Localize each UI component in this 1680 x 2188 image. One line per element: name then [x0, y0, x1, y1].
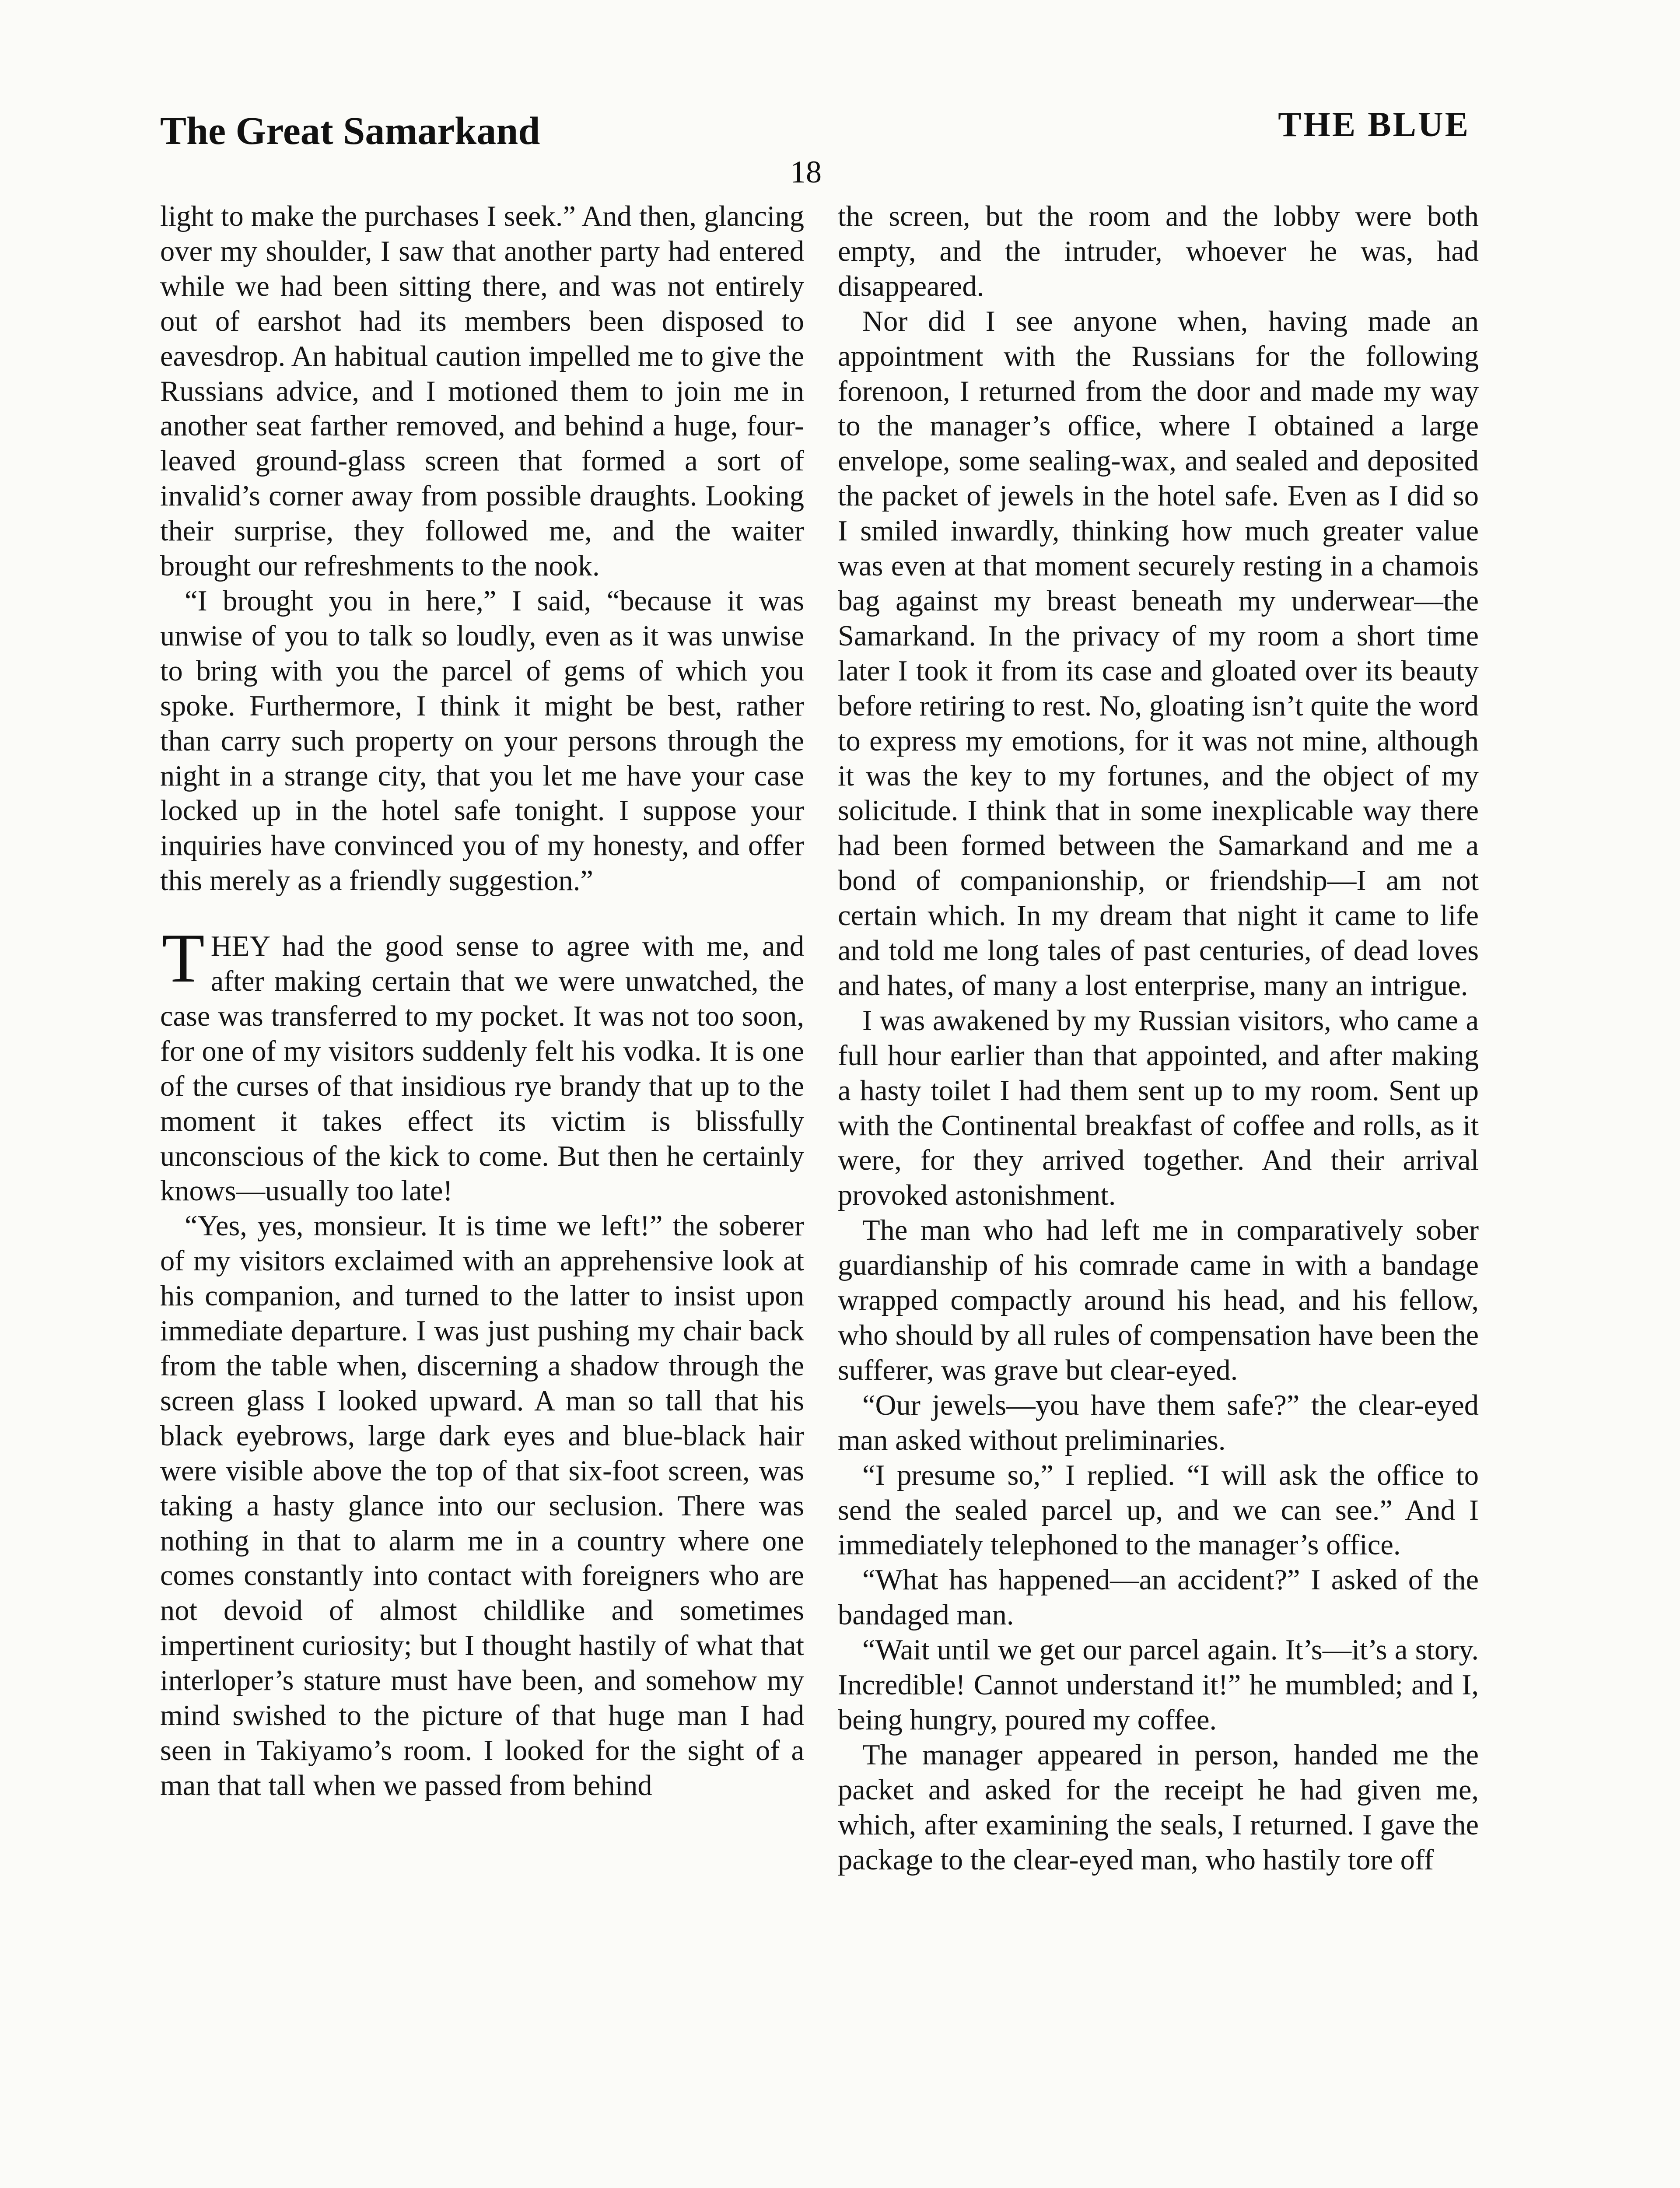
paragraph: I was awakened by my Russian visitors, who came a full hour earlier than that appointed, and after making a hasty toilet I had them sent up to my room. Sent up with the Continental breakfast of coffee and rolls, as it were, for they arrived together. And their arrival provoked astonishment.	[838, 1004, 1479, 1212]
story-title: The Great Samarkand	[160, 109, 540, 153]
paragraph: “I brought you in here,” I said, “because it was unwise of you to talk so loudly, even as it was unwise to bring with you the parcel of gems of which you spoke. Furthermore, I think it might be best, rather than carry such property on your persons through the night in a strange city, that you let me have your case locked up in the hotel safe tonight. I suppose your inquiries have convinced you of my honesty, and offer this merely as a friendly suggestion.”	[160, 585, 804, 897]
paragraph: The man who had left me in comparatively sober guardianship of his comrade came in with a bandage wrapped compactly around his head, and his fellow, who should by all rules of compensation have been the sufferer, was grave but clear-eyed.	[838, 1214, 1479, 1386]
page-number: 18	[790, 154, 822, 189]
paragraph: “What has happened—an accident?” I asked of the bandaged man.	[838, 1564, 1479, 1631]
paragraph: Nor did I see anyone when, having made an appointment with the Russians for the following forenoon, I returned from the door and made my way to the manager’s office, where I obtained a large envelope, some sealing-wax, and sealed and deposited the packet of jewels in the hotel safe. Even as I did so I smiled inwardly, thinking how much greater value was even at that moment securely resting in a chamois bag against my breast beneath my underwear—the Samarkand. In the privacy of my room a short time later I took it from its case and gloated over its beauty before retiring to rest. No, gloating isn’t quite the word to express my emotions, for it was not mine, although it was the key to my fortunes, and the object of my solicitude. I think that in some inexplicable way there had been formed between the Samarkand and me a bond of companionship, or friendship—I am not certain which. In my dream that night it came to life and told me long tales of past centuries, of dead loves and hates, of many a lost enterprise, many an intrigue.	[838, 305, 1479, 1002]
paragraph: “Wait until we get our parcel again. It’s—it’s a story. Incredible! Cannot understand it!” he mumbled; and I, being hungry, poured my coffee.	[838, 1634, 1479, 1736]
paragraph: light to make the purchases I seek.” And then, glancing over my shoulder, I saw that another party had entered while we had been sitting there, and was not entirely out of earshot had its members been disposed to eavesdrop. An habitual caution impelled me to give the Russians advice, and I motioned them to join me in another seat farther removed, and behind a huge, four-leaved ground-glass screen that formed a sort of invalid’s corner away from possible draughts. Looking their surprise, they followed me, and the waiter brought our refreshments to the nook.	[160, 200, 804, 582]
paragraph: “Our jewels—you have them safe?” the clear-eyed man asked without preliminaries.	[838, 1389, 1479, 1456]
section-opening-paragraph	[160, 919, 804, 1209]
paragraph-text: HEY had the good sense to agree with me, and after making certain that we were unwatched, the case was transferred to my pocket. It was not too soon, for one of my visitors suddenly felt his vodka. It is one of the curses of that insidious rye brandy that up to the moment it takes effect its victim is blissfully unconscious of the kick to come. But then he certainly knows—usually too late!	[160, 930, 804, 1207]
paragraph: the screen, but the room and the lobby were both empty, and the intruder, whoever he was, had disappeared.	[838, 200, 1479, 302]
drop-cap: T	[162, 919, 205, 997]
magazine-name: THE BLUE	[1278, 105, 1470, 144]
right-column	[838, 199, 1479, 1878]
paragraph: “Yes, yes, monsieur. It is time we left!” the soberer of my visitors exclaimed with an apprehensive look at his companion, and turned to the latter to insist upon immediate departure. I was just pushing my chair back from the table when, discerning a shadow through the screen glass I looked upward. A man so tall that his black eyebrows, large dark eyes and blue-black hair were visible above the top of that six-foot screen, was taking a hasty glance into our seclusion. There was nothing in that to alarm me in a country where one comes constantly into contact with foreigners who are not devoid of almost childlike and sometimes impertinent curiosity; but I thought hastily of what that interloper’s stature must have been, and somehow my mind swished to the picture of that huge man I had seen in Takiyamo’s room. I looked for the sight of a man that tall when we passed from behind	[160, 1210, 804, 1802]
left-column	[160, 199, 804, 1803]
paragraph: “I presume so,” I replied. “I will ask the office to send the sealed parcel up, and we can see.” And I immediately telephoned to the manager’s office.	[838, 1459, 1479, 1561]
paragraph: The manager appeared in person, handed me the packet and asked for the receipt he had given me, which, after examining the seals, I returned. I gave the package to the clear-eyed man, who hastily tore off	[838, 1739, 1479, 1876]
